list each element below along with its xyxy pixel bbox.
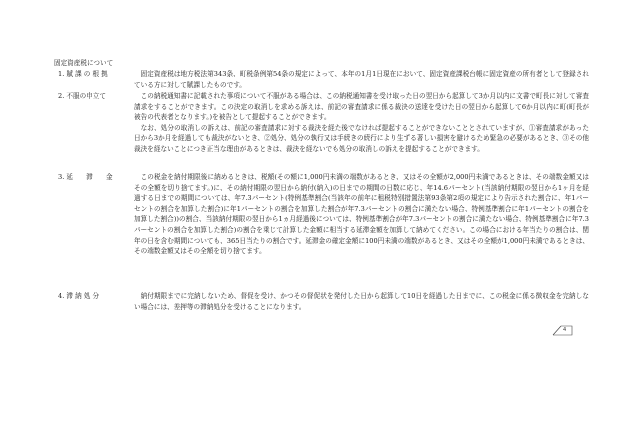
section-body (134, 172, 589, 257)
section-body (134, 91, 589, 155)
section-body (134, 69, 589, 90)
paragraph: この納税通知書に記載された事項について不服がある場合は、この納税通知書を受け取った日の翌日から起算して3か月以内に文書で町長に対して審査請求をすることができます。この決定の取消しを求める訴えは、前記の審査請求に係る裁決の送達を受けた日の翌日から起算して6か月以内に町(町長が被告の代表者となります。)を被告として提起することができます。 (134, 92, 589, 122)
section-label: 3. 延 滞 金 (58, 173, 113, 181)
section-body (134, 291, 589, 312)
section-label: 1. 賦 課 の 根 拠 (58, 70, 108, 78)
paragraph: 納付期限までに完納しないため、督促を受け、かつその督促状を発付した日から起算して10日を経過した日までに、この税金に係る徴収金を完納しない場合には、差押等の滞納処分を受けることになります。 (134, 292, 589, 311)
paragraph: なお、処分の取消しの訴えは、前記の審査請求に対する裁決を経た後でなければ提起することができないこととされていますが、①審査請求があった日から3か月を経過しても裁決がないとき、②処分、処分の執行又は手続きの続行により生ずる著しい損害を避けるため緊急の必要があるとき、③その他裁決を経ないことにつき正当な理由があるときは、裁決を経ないでも処分の取消しの訴えを提起することができます。 (134, 123, 589, 153)
page-number: 4 (563, 327, 567, 333)
section-label: 2. 不服の申立て (58, 92, 106, 100)
paragraph: この税金を納付期限後に納めるときは、税額(その額に1,000円未満の端数があるとき、又はその全額が2,000円未満であるときは、その端数金額又はその全額を切り捨てます。)に、その納付期限の翌日から納付(納入)の日までの期間の日数に応じ、年14.6パーセント(当該納付期限の翌日から1ヶ月を経過する日までの期間については、年7.3パーセント(特例基準割合(当該年の前年に租税特別措置法第93条第2項の規定により告示された割合に、年1パーセントの割合を加算した割合)に年1パーセントの割合を加算した割合が年7.3パーセントの割合に満たない場合、特例基準割合に年1パーセントの割合を加算した割合))の割合、当該納付期限の翌日から1ヵ月経過後については、特例基準割合が年7.3パーセントの割合に満たない場合、特例基準割合に年7.3パーセントの割合を加算した割合)の割合を乗じて計算した金額に相当する延滞金額を加算して納めてください。この場合における年当たりの割合は、閏年の日を含む期間についても、365日当たりの割合です。延滞金の確定金額に100円未満の端数があるとき、又はその全額が1,000円未満であるときは、その端数金額又はその全額を切り捨てます。 (134, 173, 589, 256)
section-label: 4. 滞 納 処 分 (58, 292, 100, 300)
paragraph: 固定資産税は地方税法第343条、町税条例第54条の規定によって、本年の1月1日現在において、固定資産課税台帳に固定資産の所有者として登録されている方に対して賦課したものです。 (134, 70, 589, 89)
document-title: 固定資産税について (54, 59, 114, 67)
